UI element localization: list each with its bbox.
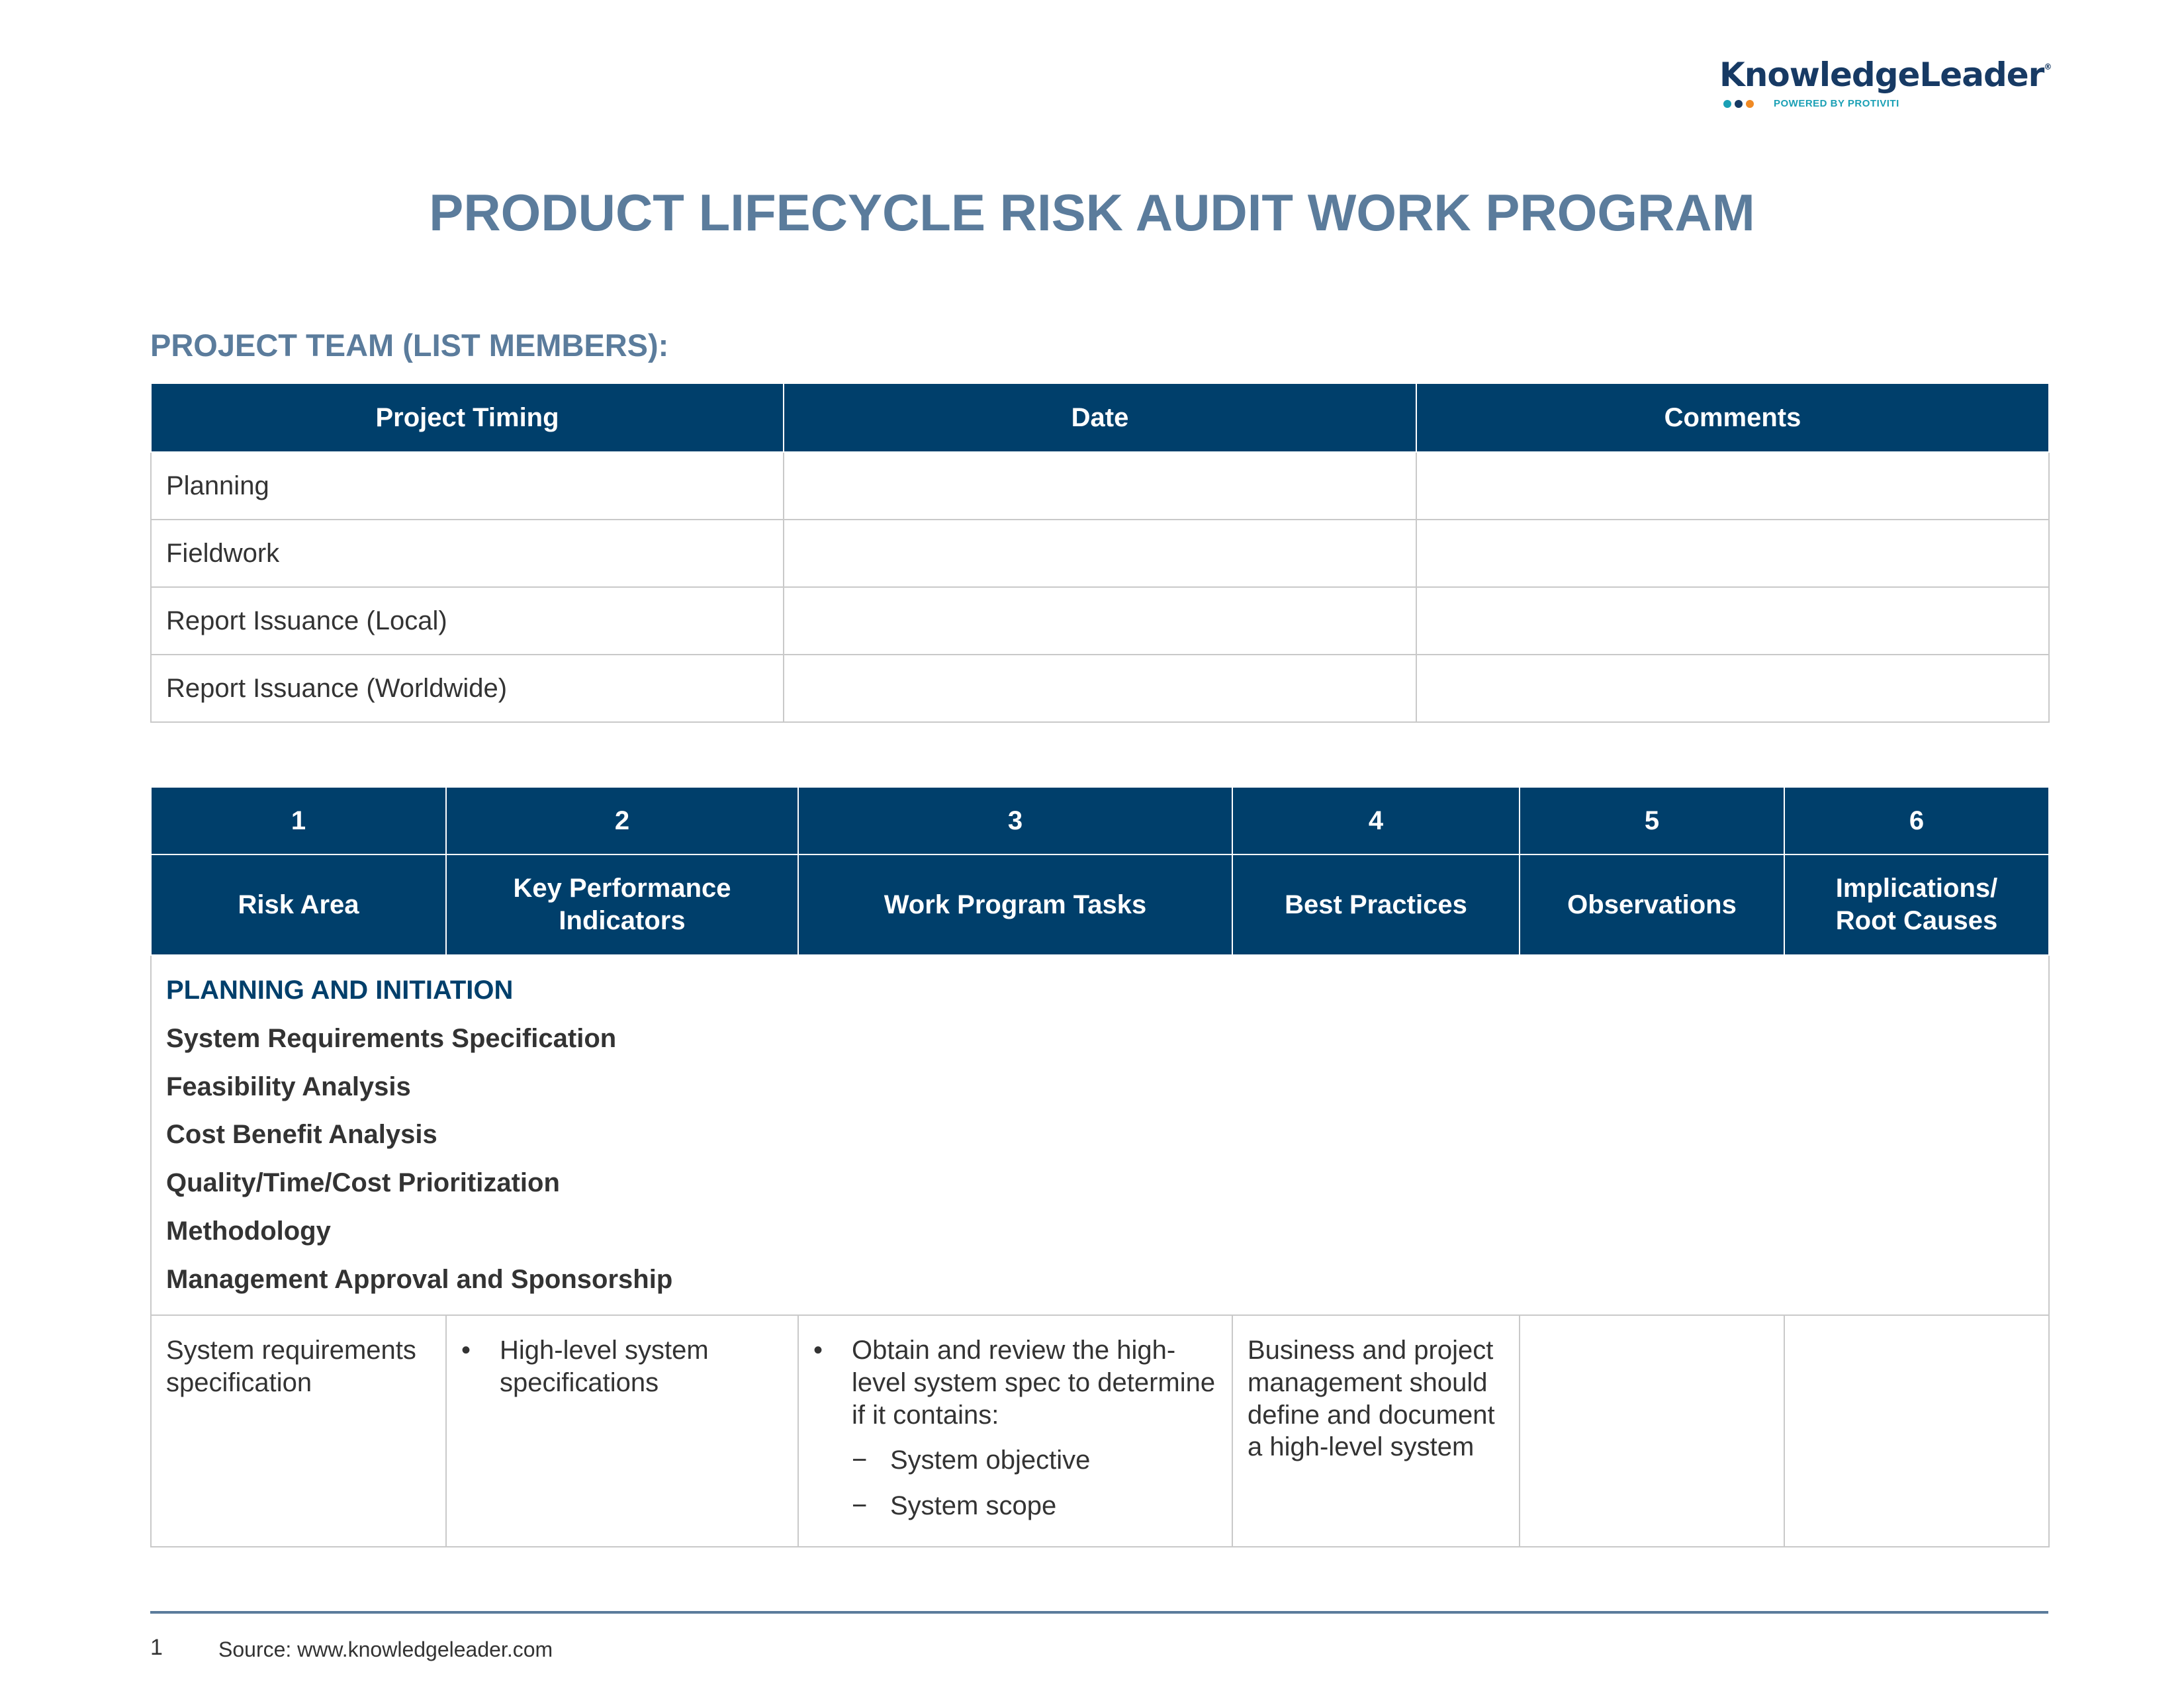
- timing-header-date: Date: [784, 383, 1416, 452]
- timing-date-cell[interactable]: [784, 655, 1416, 722]
- task-subitem: System objective: [890, 1446, 1091, 1475]
- section-heading: PLANNING AND INITIATION: [166, 976, 514, 1005]
- kpi-cell: [446, 1315, 798, 1547]
- timing-date-cell[interactable]: [784, 520, 1416, 587]
- timing-row: [151, 655, 2049, 722]
- timing-row: [151, 452, 2049, 520]
- section-item: Management Approval and Sponsorship: [166, 1264, 673, 1294]
- column-number: 6: [1784, 787, 2049, 854]
- logo-dots-icon: [1723, 100, 1754, 108]
- logo-dot-navy: [1735, 100, 1743, 108]
- section-item: System Requirements Specification: [166, 1023, 617, 1053]
- task-cell: [798, 1315, 1232, 1547]
- implications-cell[interactable]: [1784, 1315, 2049, 1547]
- observations-cell[interactable]: [1520, 1315, 1784, 1547]
- table-row: [151, 1315, 2049, 1547]
- registered-mark: ®: [2044, 62, 2052, 71]
- project-team-label: PROJECT TEAM (LIST MEMBERS):: [150, 328, 669, 363]
- timing-date-cell[interactable]: [784, 587, 1416, 655]
- timing-row: [151, 587, 2049, 655]
- task-text: Obtain and review the high-level system spec to determine if it contains:: [852, 1336, 1216, 1430]
- header-kpi: Key Performance Indicators: [446, 854, 798, 955]
- section-cell: [151, 955, 2049, 1315]
- section-item: Feasibility Analysis: [166, 1072, 411, 1101]
- project-timing-table: [150, 383, 2050, 723]
- section-item: Quality/Time/Cost Prioritization: [166, 1168, 560, 1198]
- timing-date-cell[interactable]: [784, 452, 1416, 520]
- timing-comments-cell[interactable]: [1416, 587, 2049, 655]
- column-number: 4: [1232, 787, 1520, 854]
- section-item: Cost Benefit Analysis: [166, 1120, 437, 1150]
- dash-icon: −: [852, 1446, 868, 1475]
- timing-phase: Planning: [151, 452, 784, 520]
- timing-header-row: [151, 383, 2049, 452]
- task-subitem: System scope: [890, 1491, 1057, 1521]
- logo-tagline: POWERED BY PROTIVITI: [1774, 98, 1899, 109]
- risk-area-cell: System requirements specification: [151, 1315, 446, 1547]
- header-observations: Observations: [1520, 854, 1784, 955]
- source-text: Source: www.knowledgeleader.com: [218, 1637, 553, 1661]
- logo-dot-orange: [1746, 100, 1754, 108]
- section-row: [151, 955, 2049, 1315]
- column-header-row: [151, 854, 2049, 955]
- page-title: PRODUCT LIFECYCLE RISK AUDIT WORK PROGRAM: [429, 183, 1755, 242]
- timing-comments-cell[interactable]: [1416, 520, 2049, 587]
- timing-phase: Fieldwork: [151, 520, 784, 587]
- timing-header-phase: Project Timing: [151, 383, 784, 452]
- column-number: 1: [151, 787, 446, 854]
- column-number: 2: [446, 787, 798, 854]
- header-best-practices: Best Practices: [1232, 854, 1520, 955]
- timing-phase: Report Issuance (Local): [151, 587, 784, 655]
- column-number: 5: [1520, 787, 1784, 854]
- knowledgeleader-logo: [1719, 56, 2050, 109]
- timing-comments-cell[interactable]: [1416, 655, 2049, 722]
- header-risk-area: Risk Area: [151, 854, 446, 955]
- timing-phase: Report Issuance (Worldwide): [151, 655, 784, 722]
- logo-wordmark: KnowledgeLeader: [1719, 56, 2044, 94]
- page-number: 1: [150, 1635, 163, 1660]
- dash-icon: −: [852, 1491, 868, 1521]
- column-number-row: [151, 787, 2049, 854]
- timing-header-comments: Comments: [1416, 383, 2049, 452]
- header-work-program-tasks: Work Program Tasks: [798, 854, 1232, 955]
- kpi-text: High-level system specifications: [500, 1336, 709, 1397]
- timing-comments-cell[interactable]: [1416, 452, 2049, 520]
- header-implications: Implications/ Root Causes: [1784, 854, 2049, 955]
- work-program-table: [150, 786, 2050, 1547]
- column-number: 3: [798, 787, 1232, 854]
- section-item: Methodology: [166, 1216, 331, 1246]
- bullet-icon: •: [813, 1336, 823, 1365]
- footer-divider: [150, 1611, 2048, 1614]
- logo-dot-teal: [1723, 100, 1731, 108]
- best-practice-cell: Business and project management should define and document a high-level system: [1232, 1315, 1520, 1547]
- timing-row: [151, 520, 2049, 587]
- bullet-icon: •: [461, 1336, 471, 1365]
